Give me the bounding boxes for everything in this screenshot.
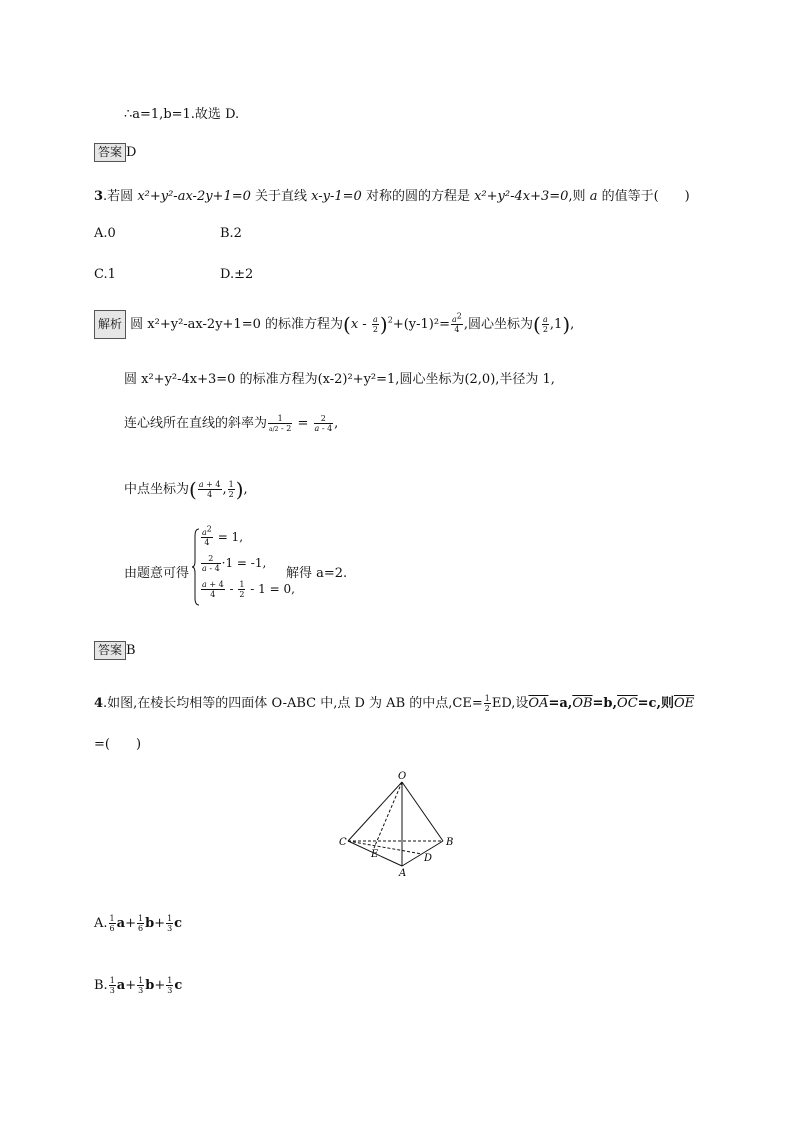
label-c: C xyxy=(339,837,347,848)
option-a[interactable]: A.0 xyxy=(94,226,116,241)
option-d[interactable]: D.±2 xyxy=(220,267,254,282)
question-number: 4 xyxy=(94,696,104,711)
analysis-line-3: 连心线所在直线的斜率为 $\frac{1}{a/2 - 2}$ = $\frac{2}{a - 4}$ , xyxy=(124,413,339,433)
analysis-line-4: 中点坐标为( $\frac{a + 4}{4}$ , $\frac{1}{2}$ ), xyxy=(124,477,248,502)
analysis-line-5-result: 解得 a=2. xyxy=(286,566,348,581)
label-a: A xyxy=(399,868,407,879)
previous-conclusion: ∴a=1,b=1.故选 D. xyxy=(124,107,240,122)
previous-answer-value: D xyxy=(126,145,137,160)
answer-tag: 答案 xyxy=(94,641,126,660)
question-number: 3 xyxy=(94,189,104,204)
previous-answer xyxy=(94,143,136,162)
analysis-line-5-label: 由题意可得 xyxy=(124,566,190,581)
question-4-stem: 4.如图,在棱长均相等的四面体 O-ABC 中,点 D 为 AB 的中点,CE= $\frac{1}{2}$ ED,设$\overline{OA}=a,\overline{OB}=b,\overline{OC}=c$,则$\overline{OE}$ xyxy=(94,694,695,713)
option-c[interactable]: C.1 xyxy=(94,267,116,282)
label-d: D xyxy=(424,853,433,864)
question-3-stem: 3.若圆 x²+y²-ax-2y+1=0 关于直线 x-y-1=0 对称的圆的方程是 x²+y²-4x+3=0,则 a 的值等于( ) xyxy=(94,189,690,204)
question-4-option-b[interactable]: B. $\frac{1}{3}$ a+ $\frac{1}{3}$ b+ $\frac{1}{3}$ c xyxy=(94,976,183,995)
equation-system: $\frac{a^2}{4}$ = 1, $\frac{2}{a - 4}$ ·1 = -1, $\frac{a + 4}{4}$ - $\frac{1}{2}$ - 1 = 0, xyxy=(192,528,322,606)
tetrahedron-figure xyxy=(336,768,462,880)
label-e: E xyxy=(371,849,379,860)
brace-icon xyxy=(192,528,200,606)
question-4-option-a[interactable]: A. $\frac{1}{6}$ a+ $\frac{1}{6}$ b+ $\frac{1}{3}$ c xyxy=(94,914,183,933)
label-b: B xyxy=(446,837,454,848)
question-3-answer xyxy=(94,641,136,660)
answer-value: B xyxy=(126,643,136,658)
analysis-line-2: 圆 x²+y²-4x+3=0 的标准方程为(x-2)²+y²=1,圆心坐标为(2,0),半径为 1, xyxy=(124,372,555,387)
answer-tag: 答案 xyxy=(94,143,126,162)
question-4-stem-line-2: =( ) xyxy=(94,737,142,752)
analysis-line-1: 解析 圆 x²+y²-ax-2y+1=0 的标准方程为(x - $\frac{a}{2}$ )$^2$+(y-1)²= $\frac{a^2}{4}$ ,圆心坐标为( $\frac{a}{2}$ ,1), xyxy=(94,310,574,339)
analysis-tag: 解析 xyxy=(94,310,126,339)
tetrahedron-diagram xyxy=(336,768,462,880)
label-o: O xyxy=(398,771,407,782)
option-b[interactable]: B.2 xyxy=(220,226,242,241)
